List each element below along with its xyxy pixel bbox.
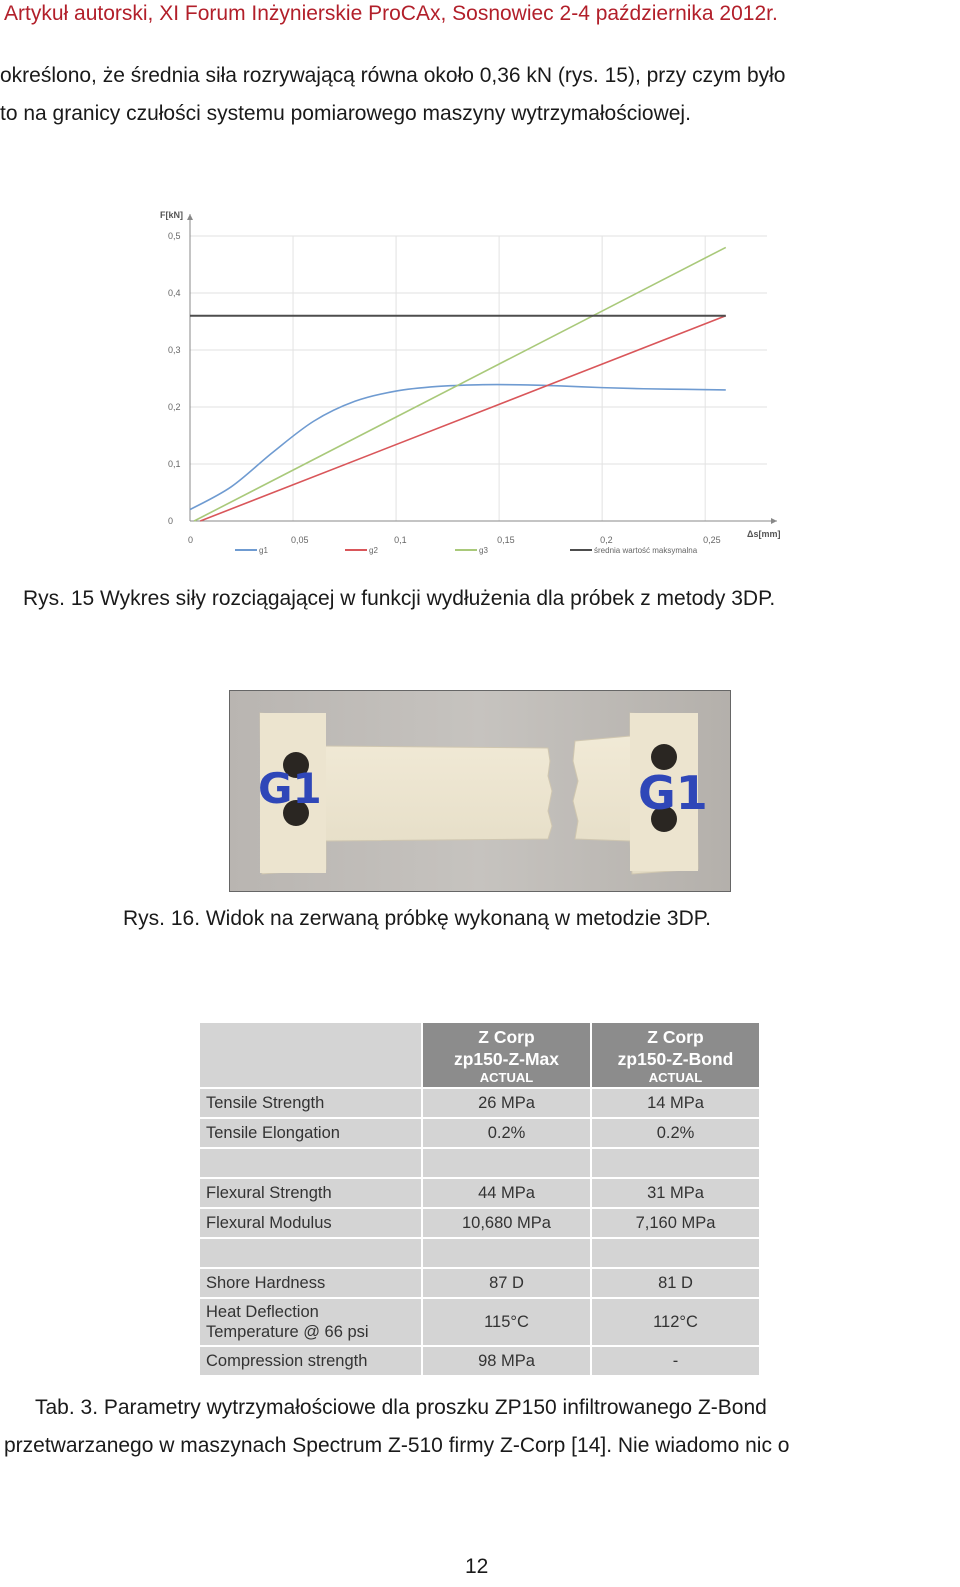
table-row <box>200 1209 759 1237</box>
intro-line-2: to na granicy czułości systemu pomiarowego maszyny wytrzymałościowej. <box>0 102 691 125</box>
y-tick-label: 0,1 <box>168 459 181 469</box>
column-product: zp150-Z-Max <box>453 1049 560 1069</box>
row-value-z-max: 26 MPa <box>423 1089 590 1117</box>
row-label: Heat Deflection Temperature @ 66 psi <box>200 1299 421 1345</box>
row-label: Compression strength <box>200 1347 421 1375</box>
table-row <box>200 1119 759 1147</box>
row-value-z-bond: 112°C <box>592 1299 759 1345</box>
row-value-z-bond: 0.2% <box>592 1119 759 1147</box>
y-tick-label: 0,2 <box>168 402 181 412</box>
series-line-g1 <box>190 385 726 510</box>
row-value-z-max: 98 MPa <box>423 1347 590 1375</box>
column-brand: Z Corp <box>478 1027 535 1047</box>
table-header-row <box>200 1023 759 1087</box>
legend-label: g3 <box>479 546 488 555</box>
intro-line-1: określono, że średnia siła rozrywającą równa około 0,36 kN (rys. 15), przy czym było <box>0 64 786 87</box>
right-marking: G1 <box>638 766 708 820</box>
x-tick-label: 0,15 <box>497 535 515 545</box>
table-row <box>200 1179 759 1207</box>
legend-label: g1 <box>259 546 268 555</box>
table-row <box>200 1149 759 1177</box>
row-label: Tensile Elongation <box>200 1119 421 1147</box>
figure-16-caption: Rys. 16. Widok na zerwaną próbkę wykonaną w metodzie 3DP. <box>123 907 711 930</box>
row-value-z-max: 44 MPa <box>423 1179 590 1207</box>
row-value-z-bond <box>592 1239 759 1267</box>
row-value-z-max: 0.2% <box>423 1119 590 1147</box>
column-header-z-bond <box>592 1023 759 1087</box>
series-line-g2 <box>200 316 725 521</box>
row-label: Flexural Strength <box>200 1179 421 1207</box>
table-3-caption-line-2: przetwarzanego w maszynach Spectrum Z-510 firmy Z-Corp [14]. Nie wiadomo nic o <box>4 1434 790 1457</box>
x-tick-label: 0 <box>188 535 194 545</box>
row-value-z-max <box>423 1239 590 1267</box>
x-tick-label: 0,05 <box>291 535 309 545</box>
y-tick-label: 0,5 <box>168 231 181 241</box>
y-tick-label: 0,4 <box>168 288 181 298</box>
row-label <box>200 1149 421 1177</box>
page-number: 12 <box>465 1555 489 1578</box>
x-tick-label: 0,25 <box>703 535 721 545</box>
row-value-z-bond: 81 D <box>592 1269 759 1297</box>
force-elongation-chart <box>150 200 800 565</box>
column-sub: ACTUAL <box>648 1070 703 1085</box>
row-value-z-bond: 7,160 MPa <box>592 1209 759 1237</box>
table-row <box>200 1347 759 1375</box>
column-brand: Z Corp <box>647 1027 704 1047</box>
y-tick-label: 0,3 <box>168 345 181 355</box>
table-row <box>200 1089 759 1117</box>
row-label: Flexural Modulus <box>200 1209 421 1237</box>
row-value-z-bond: - <box>592 1347 759 1375</box>
column-product: zp150-Z-Bond <box>617 1049 734 1069</box>
table-row <box>200 1269 759 1297</box>
row-value-z-max: 115°C <box>423 1299 590 1345</box>
series-line-g3 <box>194 247 726 521</box>
row-value-z-max: 10,680 MPa <box>423 1209 590 1237</box>
figure-15-caption: Rys. 15 Wykres siły rozciągającej w funkcji wydłużenia dla próbek z metody 3DP. <box>23 587 776 610</box>
parameters-table <box>198 1021 761 1377</box>
page-header: Artykuł autorski, XI Forum Inżynierskie ProCAx, Sosnowiec 2-4 października 2012r. <box>4 2 778 25</box>
x-axis-arrow <box>771 518 777 524</box>
row-value-z-max <box>423 1149 590 1177</box>
row-value-z-max: 87 D <box>423 1269 590 1297</box>
y-axis-arrow <box>187 214 193 220</box>
y-axis-label: F[kN] <box>160 210 183 220</box>
broken-sample-photo <box>229 690 731 892</box>
table-3-caption-line-1: Tab. 3. Parametry wytrzymałościowe dla proszku ZP150 infiltrowanego Z-Bond <box>35 1396 767 1419</box>
row-value-z-bond: 31 MPa <box>592 1179 759 1207</box>
legend-label: g2 <box>369 546 378 555</box>
x-tick-label: 0,1 <box>394 535 407 545</box>
row-value-z-bond: 14 MPa <box>592 1089 759 1117</box>
legend-label: średnia wartość maksymalna <box>594 546 698 555</box>
table-row <box>200 1239 759 1267</box>
header-blank-cell <box>200 1023 421 1087</box>
y-tick-label: 0 <box>168 516 174 526</box>
x-tick-label: 0,2 <box>600 535 613 545</box>
row-value-z-bond <box>592 1149 759 1177</box>
row-label: Tensile Strength <box>200 1089 421 1117</box>
column-header-z-max <box>423 1023 590 1087</box>
x-axis-label: Δs[mm] <box>747 529 781 539</box>
column-sub: ACTUAL <box>479 1070 534 1085</box>
left-marking: G1 <box>258 764 322 813</box>
table-row <box>200 1299 759 1345</box>
row-label: Shore Hardness <box>200 1269 421 1297</box>
row-label <box>200 1239 421 1267</box>
